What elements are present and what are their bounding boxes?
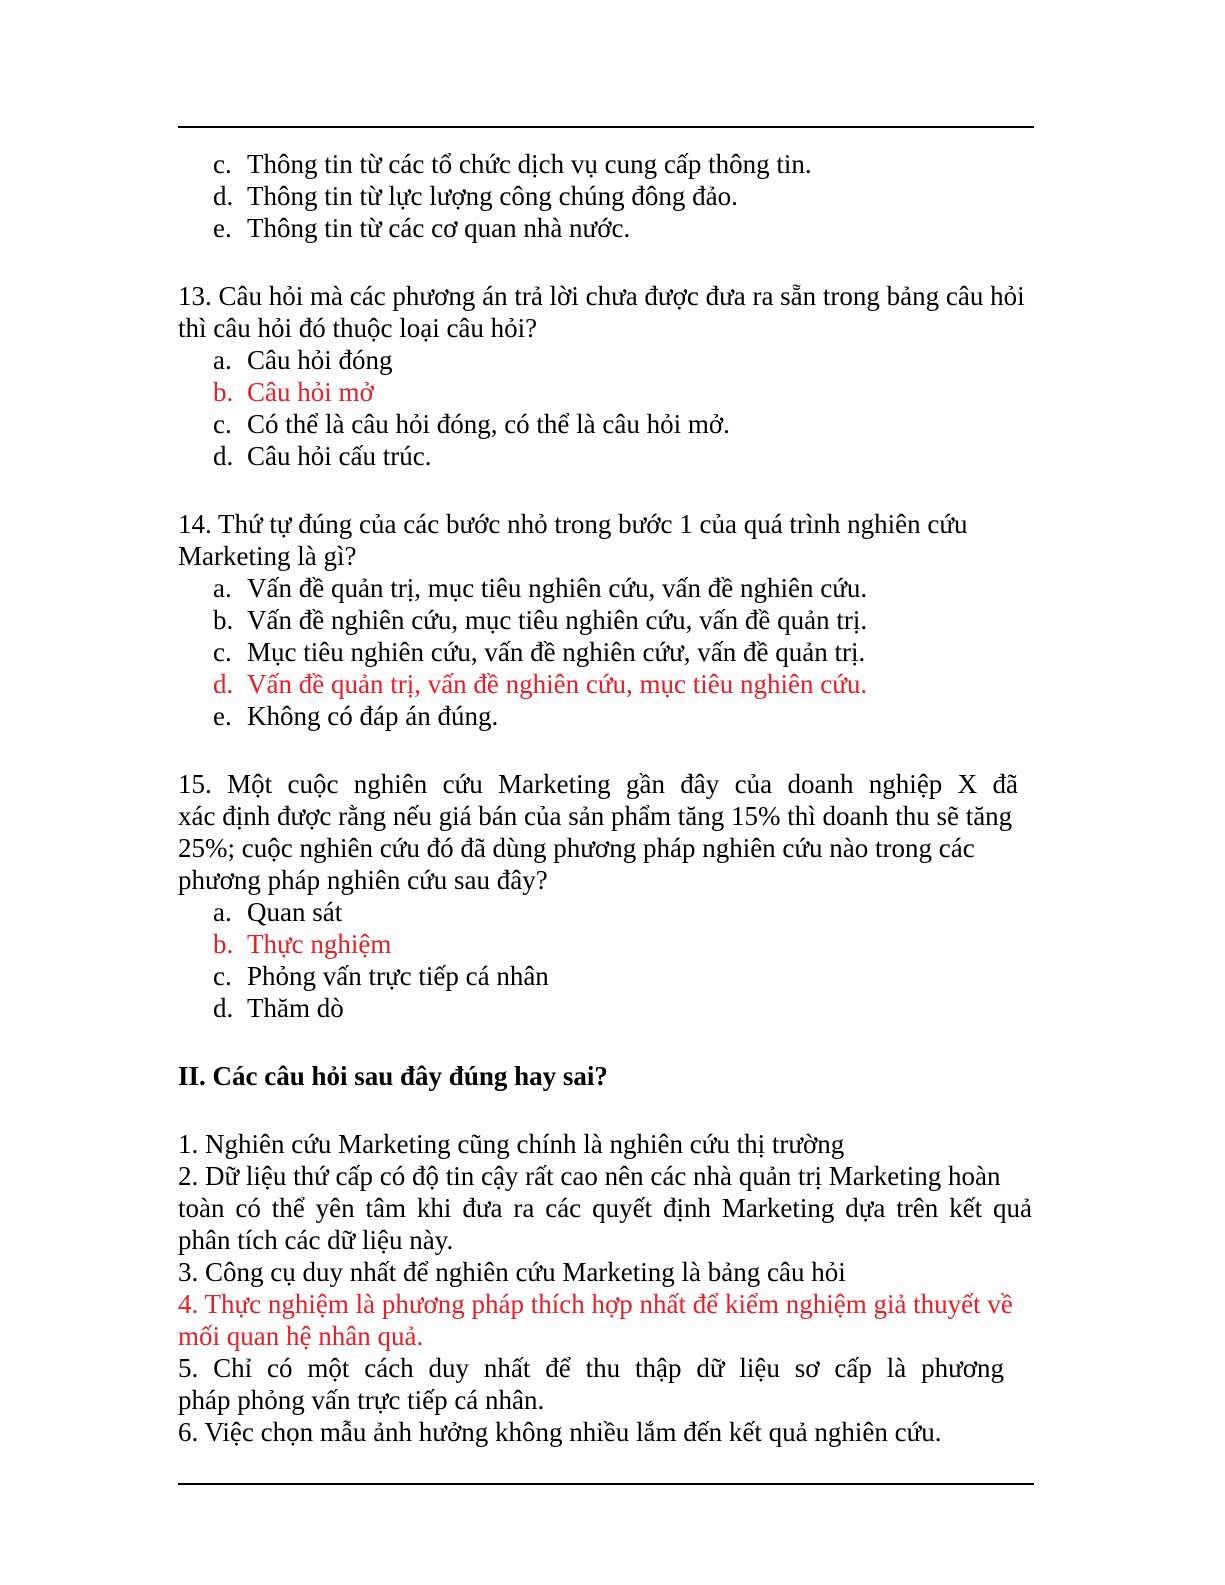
q14-question-line1: 14. Thứ tự đúng của các bước nhỏ trong bước 1 của quá trình nghiên cứu [178,509,968,539]
statement-2-line1: 2. Dữ liệu thứ cấp có độ tin cậy rất cao nên các nhà quản trị Marketing hoàn [178,1161,1001,1191]
q15-option-b-answer: b. Thực nghiệm [213,929,392,959]
q13-option-a: a. Câu hỏi đóng [213,345,393,375]
q13-question-line2: thì câu hỏi đó thuộc loại câu hỏi? [178,313,538,343]
q14-question-line2: Marketing là gì? [178,541,357,571]
q14-option-a: a. Vấn đề quản trị, mục tiêu nghiên cứu, vấn đề nghiên cứu. [213,573,868,603]
q13-option-c: c. Có thể là câu hỏi đóng, có thể là câu hỏi mở. [213,409,730,439]
section-heading: II. Các câu hỏi sau đây đúng hay sai? [178,1061,608,1091]
q14-option-e: e. Không có đáp án đúng. [213,701,499,731]
q13-question-line1: 13. Câu hỏi mà các phương án trả lời chưa được đưa ra sẵn trong bảng câu hỏi [178,281,1025,311]
q15-question-line1: 15. Một cuộc nghiên cứu Marketing gần đây của doanh nghiệp X đã [178,769,1018,799]
statement-1: 1. Nghiên cứu Marketing cũng chính là nghiên cứu thị trường [178,1129,845,1159]
statement-5-line1: 5. Chỉ có một cách duy nhất để thu thập dữ liệu sơ cấp là phương [178,1353,1004,1383]
header-rule [178,126,1034,128]
q12-option-e: e. Thông tin từ các cơ quan nhà nước. [213,213,631,243]
statement-2-line2: toàn có thể yên tâm khi đưa ra các quyết định Marketing dựa trên kết quả [178,1193,1032,1223]
q14-option-d-answer: d. Vấn đề quản trị, vấn đề nghiên cứu, mục tiêu nghiên cứu. [213,669,868,699]
q12-option-d: d. Thông tin từ lực lượng công chúng đông đảo. [213,181,738,211]
q15-option-c: c. Phỏng vấn trực tiếp cá nhân [213,961,549,991]
footer-rule [178,1483,1034,1485]
q14-option-c: c. Mục tiêu nghiên cứu, vấn đề nghiên cứư, vấn đề quản trị. [213,637,866,667]
q15-question-line2: xác định được rằng nếu giá bán của sản phẩm tăng 15% thì doanh thu sẽ tăng [178,801,1013,831]
statement-3: 3. Công cụ duy nhất để nghiên cứu Marketing là bảng câu hỏi [178,1257,846,1287]
q15-option-d: d. Thăm dò [213,993,344,1023]
statement-4-line1-answer: 4. Thực nghiệm là phương pháp thích hợp nhất để kiểm nghiệm giả thuyết về [178,1289,1013,1319]
q15-question-line3: 25%; cuộc nghiên cứu đó đã dùng phương pháp nghiên cứu nào trong các [178,833,975,863]
q14-option-b: b. Vấn đề nghiên cứu, mục tiêu nghiên cứu, vấn đề quản trị. [213,605,868,635]
q12-option-c: c. Thông tin từ các tổ chức dịch vụ cung cấp thông tin. [213,149,812,179]
q15-option-a: a. Quan sát [213,897,343,927]
statement-4-line2-answer: mối quan hệ nhân quả. [178,1321,424,1351]
statement-5-line2: pháp phỏng vấn trực tiếp cá nhân. [178,1385,545,1415]
statement-2-line3: phân tích các dữ liệu này. [178,1225,454,1255]
statement-6: 6. Việc chọn mẫu ảnh hưởng không nhiều lắm đến kết quả nghiên cứu. [178,1417,942,1447]
q13-option-b-answer: b. Câu hỏi mở [213,377,374,407]
q15-question-line4: phương pháp nghiên cứu sau đây? [178,865,548,895]
q13-option-d: d. Câu hỏi cấu trúc. [213,441,432,471]
